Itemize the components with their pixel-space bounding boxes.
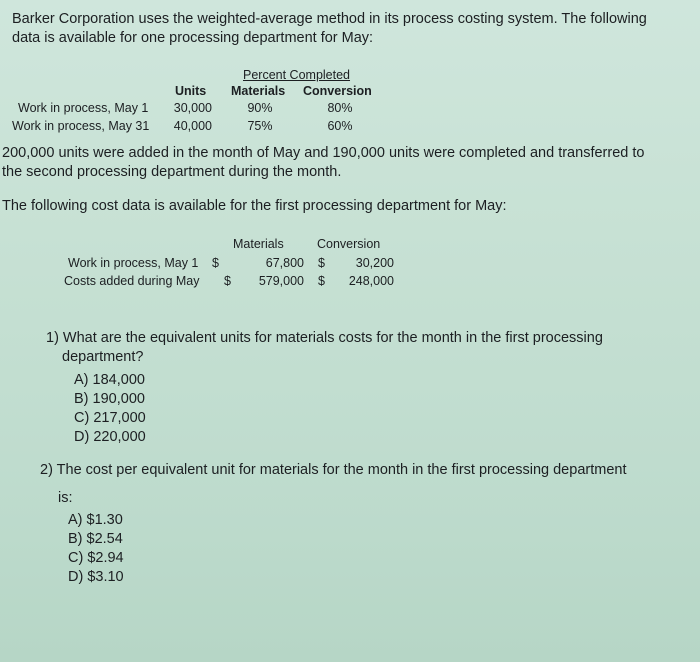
answer-option[interactable]: C) 217,000 — [74, 410, 146, 426]
answer-option[interactable]: B) $2.54 — [68, 531, 123, 547]
conversion-column-header: Conversion — [317, 237, 381, 251]
answer-option[interactable]: D) $3.10 — [68, 569, 124, 585]
materials-percent: 90% — [247, 101, 273, 115]
conversion-cost: 30,200 — [355, 256, 394, 270]
conversion-cost: 248,000 — [348, 274, 394, 288]
answer-option[interactable]: C) $2.94 — [68, 550, 124, 566]
conversion-percent: 60% — [327, 119, 353, 133]
currency-symbol: $ — [318, 256, 325, 270]
currency-symbol: $ — [212, 256, 219, 270]
materials-cost: 579,000 — [258, 274, 304, 288]
question-text-line-1: 1) What are the equivalent units for materials costs for the month in the first processing — [46, 330, 603, 346]
materials-column-header: Materials — [233, 237, 284, 251]
intro-line-1: Barker Corporation uses the weighted-average method in its process costing system. The following — [12, 11, 647, 27]
units-value: 40,000 — [173, 119, 212, 133]
units-column-header: Units — [175, 84, 207, 98]
row-label: Work in process, May 1 — [18, 101, 149, 115]
units-added-line-2: the second processing department during the month. — [2, 164, 342, 180]
materials-percent: 75% — [247, 119, 273, 133]
cost-data-intro: The following cost data is available for the first processing department for May: — [2, 198, 507, 214]
currency-symbol: $ — [224, 274, 231, 288]
materials-column-header: Materials — [231, 84, 286, 98]
conversion-column-header: Conversion — [303, 84, 372, 98]
question-text-line-1: 2) The cost per equivalent unit for materials for the month in the first processing department — [40, 462, 627, 478]
question-text-line-2: is: — [58, 490, 73, 506]
answer-option[interactable]: B) 190,000 — [74, 391, 145, 407]
answer-option[interactable]: D) 220,000 — [74, 429, 146, 445]
row-label: Work in process, May 1 — [68, 256, 199, 270]
question-text-line-2: department? — [62, 349, 144, 365]
answer-option[interactable]: A) $1.30 — [68, 512, 123, 528]
conversion-percent: 80% — [327, 101, 353, 115]
row-label: Work in process, May 31 — [12, 119, 150, 133]
row-label: Costs added during May — [64, 274, 200, 288]
currency-symbol: $ — [318, 274, 325, 288]
percent-completed-header: Percent Completed — [243, 68, 351, 82]
intro-line-2: data is available for one processing department for May: — [12, 30, 374, 46]
materials-cost: 67,800 — [265, 256, 304, 270]
units-added-line-1: 200,000 units were added in the month of May and 190,000 units were completed and transferred to — [2, 145, 645, 161]
units-value: 30,000 — [173, 101, 212, 115]
answer-option[interactable]: A) 184,000 — [74, 372, 145, 388]
